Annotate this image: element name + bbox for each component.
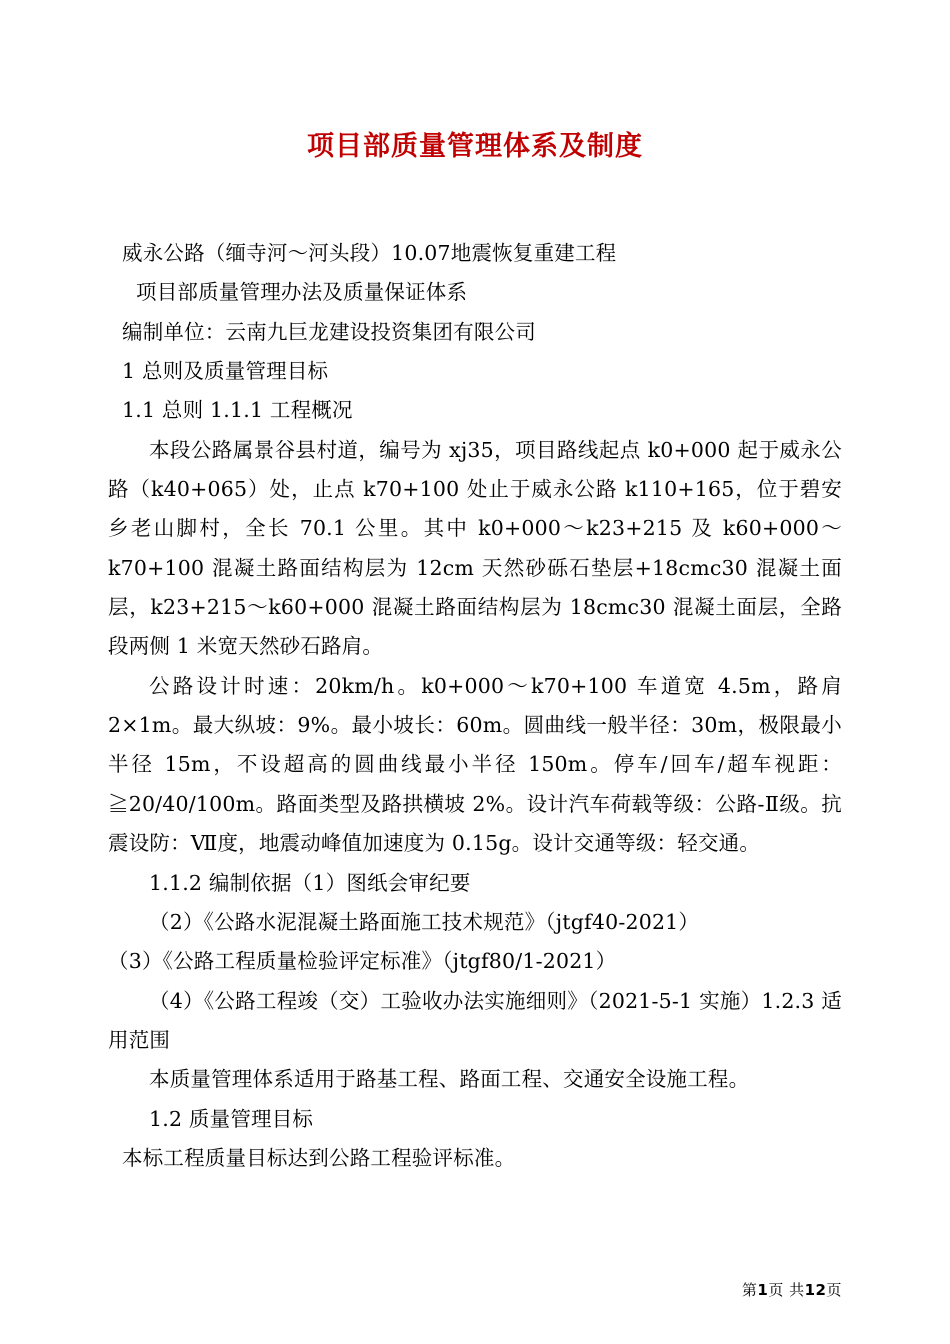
page-title: 项目部质量管理体系及制度 — [307, 131, 643, 162]
paragraph-reference-3: （3）《公路工程质量检验评定标准》（jtgf80/1-2021） — [108, 949, 617, 974]
paragraph-line-2: 项目部质量管理办法及质量保证体系 — [136, 280, 468, 305]
footer-middle: 页 共 — [768, 1281, 805, 1299]
heading-section-1-2: 1.2 质量管理目标 — [149, 1106, 314, 1131]
paragraph-line-1: 威永公路（缅寺河～河头段）10.07地震恢复重建工程 — [122, 240, 617, 265]
heading-section-1-1-2: 1.1.2 编制依据（1）图纸会审纪要 — [149, 870, 471, 895]
paragraph-project-overview: 本段公路属景谷县村道，编号为 xj35，项目路线起点 k0+000 起于威永公路（k40+065）处，止点 k70+100 处止于威永公路 k110+165，位于碧安乡老山脚村，全长 70.1 公里。其中 k0+000～k23+215 及 k60+000～k70+100 混凝土路面结构层为 12cm 天然砂砾石垫层+18cmc30 混凝土面层，k23+215～k60+000 混凝土路面结构层为 18cmc30 混凝土面层，全路段两侧 1 米宽天然砂石路肩。 — [108, 437, 842, 659]
document-body — [108, 234, 842, 1179]
paragraph-scope: 本质量管理体系适用于路基工程、路面工程、交通安全设施工程。 — [149, 1067, 750, 1092]
footer-total-pages: 12 — [804, 1281, 827, 1299]
paragraph-reference-4: （4）《公路工程竣（交）工验收办法实施细则》（2021-5-1 实施）1.2.3 适用范围 — [108, 988, 842, 1052]
heading-section-1: 1 总则及质量管理目标 — [122, 358, 329, 383]
footer-prefix: 第 — [741, 1281, 758, 1299]
footer-current-page: 1 — [757, 1281, 769, 1299]
paragraph-reference-2: （2）《公路水泥混凝土路面施工技术规范》（jtgf40-2021） — [149, 909, 700, 934]
paragraph-design-params: 公路设计时速：20km/h。k0+000～k70+100 车道宽 4.5m，路肩 2×1m。最大纵坡：9%。最小坡长：60m。圆曲线一般半径：30m，极限最小半径 15m，不设超高的圆曲线最小半径 150m。停车/回车/超车视距：≧20/40/100m。路面类型及路拱横坡 2%。设计汽车荷载等级：公路-Ⅱ级。抗震设防：Ⅶ度，地震动峰值加速度为 0.15g。设计交通等级：轻交通。 — [108, 673, 842, 856]
page-footer — [742, 1279, 842, 1300]
footer-suffix: 页 — [826, 1281, 842, 1299]
paragraph-quality-goal: 本标工程质量目标达到公路工程验评标准。 — [122, 1146, 516, 1171]
heading-section-1-1: 1.1 总则 1.1.1 工程概况 — [122, 398, 353, 423]
paragraph-publisher: 编制单位：云南九巨龙建设投资集团有限公司 — [122, 319, 536, 344]
